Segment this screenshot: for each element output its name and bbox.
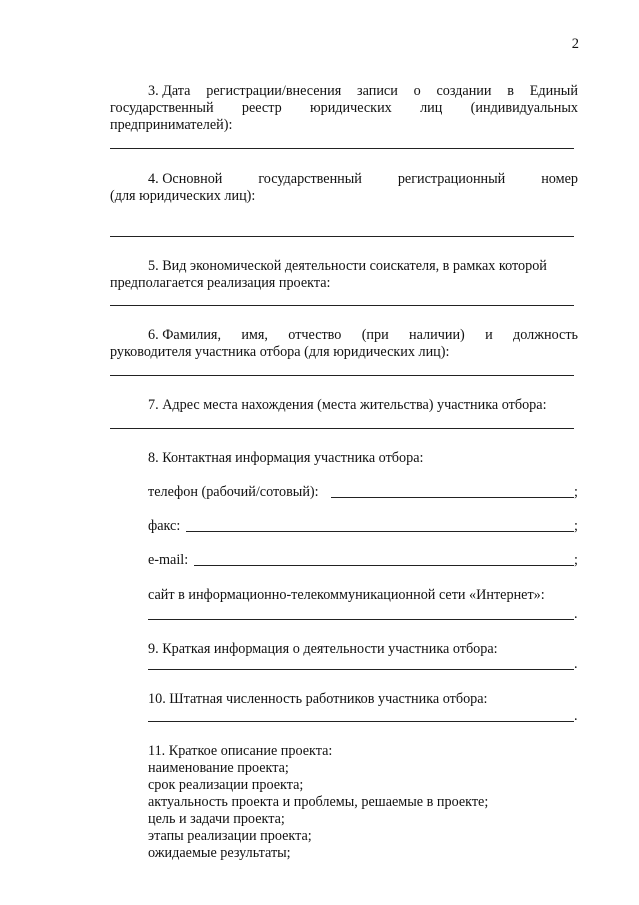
word: (при: [361, 327, 389, 343]
section-9-answer-line[interactable]: [148, 669, 574, 670]
site-field[interactable]: [148, 619, 574, 620]
project-item: наименование проекта;: [148, 760, 289, 776]
section-4-answer-line[interactable]: [110, 236, 574, 237]
section-6-line-1: [148, 327, 578, 344]
project-item: этапы реализации проекта;: [148, 828, 312, 844]
section-3-line-2: [110, 100, 578, 117]
word: создании: [436, 83, 492, 99]
site-label: сайт в информационно-телекоммуникационной сети «Интернет»:: [148, 587, 545, 603]
phone-semicolon: ;: [574, 484, 578, 500]
section-5-line-1: 5. Вид экономической деятельности соискателя, в рамках которой: [148, 258, 547, 274]
section-11-title: 11. Краткое описание проекта:: [148, 743, 333, 759]
section-3-answer-line[interactable]: [110, 148, 574, 149]
email-field[interactable]: [194, 565, 574, 566]
page-number: 2: [571, 36, 579, 52]
section-7-line-1: 7. Адрес места нахождения (места жительства) участника отбора:: [148, 397, 547, 413]
word: регистрационный: [397, 171, 506, 187]
word: и: [485, 327, 493, 343]
fax-field[interactable]: [186, 531, 574, 532]
word: должность: [512, 327, 578, 343]
word: государственный: [258, 171, 362, 187]
section-7-answer-line[interactable]: [110, 428, 574, 429]
section-4-line-2: (для юридических лиц):: [110, 188, 256, 204]
section-4-line-1: [148, 171, 578, 188]
email-semicolon: ;: [574, 552, 578, 568]
section-9-line-1: 9. Краткая информация о деятельности участника отбора:: [148, 641, 498, 657]
project-item: актуальность проекта и проблемы, решаемые в проекте;: [148, 794, 489, 810]
word: 3. Дата: [148, 83, 191, 99]
section-5-line-2: предполагается реализация проекта:: [110, 275, 331, 291]
section-3-line-1: [148, 83, 578, 100]
project-item: ожидаемые результаты;: [148, 845, 291, 861]
section-6-answer-line[interactable]: [110, 375, 574, 376]
word: записи: [357, 83, 398, 99]
section-6-line-2: руководителя участника отбора (для юридических лиц):: [110, 344, 450, 360]
word: государственный: [110, 100, 214, 116]
word: в: [507, 83, 514, 99]
fax-label: факс:: [148, 518, 181, 534]
word: 6. Фамилия,: [148, 327, 222, 343]
site-period: .: [574, 606, 578, 622]
section-9-period: .: [574, 656, 578, 672]
section-5-answer-line[interactable]: [110, 305, 574, 306]
project-item: цель и задачи проекта;: [148, 811, 285, 827]
word: наличии): [409, 327, 465, 343]
word: 4. Основной: [148, 171, 223, 187]
section-10-period: .: [574, 708, 578, 724]
section-8-title: 8. Контактная информация участника отбора:: [148, 450, 424, 466]
word: о: [413, 83, 421, 99]
word: регистрации/внесения: [206, 83, 342, 99]
project-item: срок реализации проекта;: [148, 777, 304, 793]
word: юридических: [310, 100, 392, 116]
phone-label: телефон (рабочий/сотовый):: [148, 484, 319, 500]
word: Единый: [529, 83, 578, 99]
word: реестр: [241, 100, 282, 116]
section-3-line-3: предпринимателей):: [110, 117, 233, 133]
word: (индивидуальных: [470, 100, 578, 116]
section-10-answer-line[interactable]: [148, 721, 574, 722]
word: номер: [541, 171, 578, 187]
email-label: e-mail:: [148, 552, 189, 568]
word: отчество: [288, 327, 342, 343]
phone-field[interactable]: [331, 497, 574, 498]
section-10-line-1: 10. Штатная численность работников участника отбора:: [148, 691, 488, 707]
word: имя,: [241, 327, 268, 343]
fax-semicolon: ;: [574, 518, 578, 534]
word: лиц: [420, 100, 443, 116]
